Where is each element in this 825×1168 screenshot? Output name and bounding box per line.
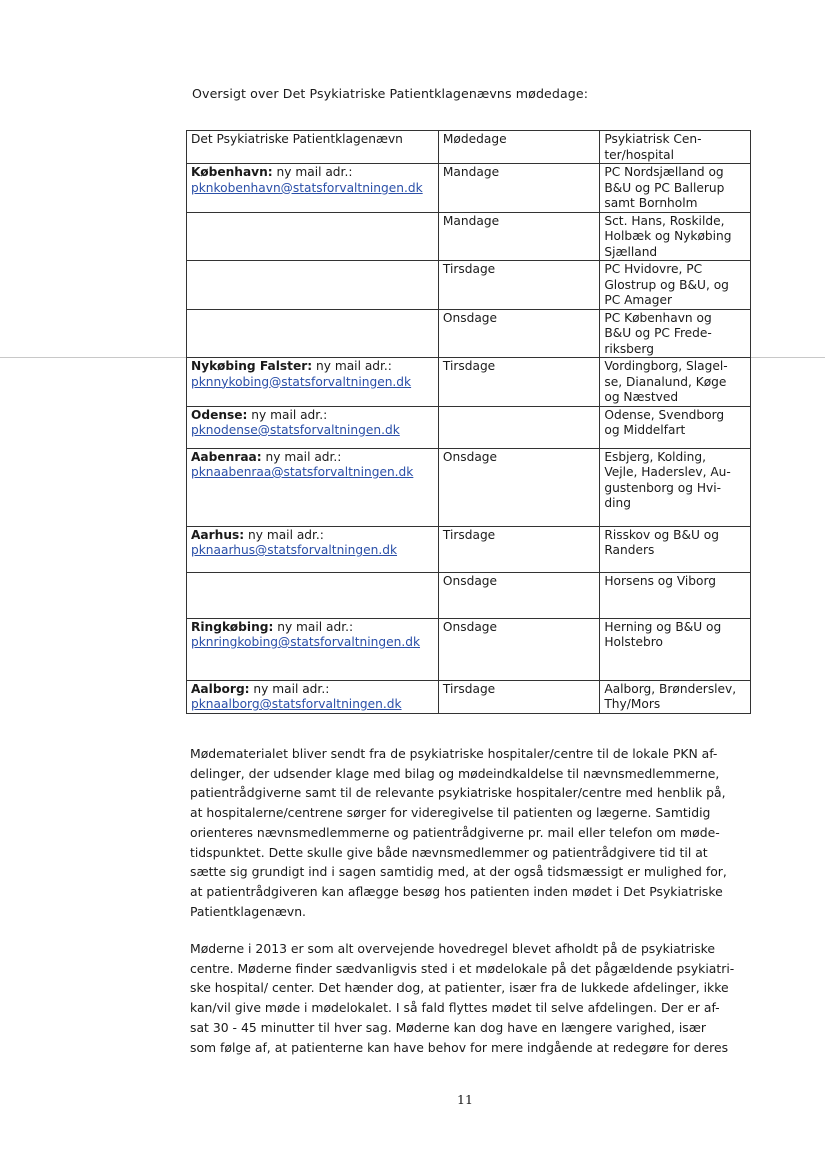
centre-cell: PC Nordsjælland og B&U og PC Ballerup samt Bornholm — [600, 164, 751, 213]
office-email-link[interactable]: pknkobenhavn@statsforvaltningen.dk — [191, 180, 423, 195]
meeting-day-cell: Tirsdage — [438, 526, 599, 572]
centre-cell: Odense, Svendborg og Middelfart — [600, 406, 751, 448]
table-row — [187, 212, 751, 261]
mail-prefix: ny mail adr.: — [273, 619, 354, 634]
centre-cell: Sct. Hans, Roskilde, Holbæk og Nykøbing Sjælland — [600, 212, 751, 261]
table-row — [187, 309, 751, 358]
mail-prefix: ny mail adr.: — [244, 527, 324, 542]
table-row — [187, 618, 751, 680]
paragraph-meeting-location: Møderne i 2013 er som alt overvejende hovedregel blevet afholdt på de psykiatriske centre. Møderne finder sædvanligvis sted i et mødelokale på det pågældende psykiatri- ske hospital/ center. Det hænder dog, at patienter, især fra de lukkede afdelinger, ikke kan/vil give møde i mødelokalet. I så fald flyttes mødet til selve afdelingen. Der er af- sat 30 - 45 minutter til hver sag. Møderne kan dog have en længere varighed, især som følge af, at patienterne kan have behov for mere indgående at redegøre for deres — [190, 941, 735, 1055]
meeting-day-cell: Tirsdage — [438, 358, 599, 407]
mail-prefix: ny mail adr.: — [261, 449, 342, 464]
office-city: København: — [191, 165, 273, 179]
office-cell — [187, 261, 439, 310]
table-row — [187, 164, 751, 213]
mail-prefix: ny mail adr.: — [272, 165, 353, 179]
centre-cell: Herning og B&U og Holstebro — [600, 618, 751, 680]
office-email-link[interactable]: pknnykobing@statsforvaltningen.dk — [191, 374, 412, 389]
meeting-days-table — [186, 130, 751, 714]
table-row — [187, 406, 751, 448]
mail-prefix: ny mail adr.: — [249, 681, 330, 696]
table-row — [187, 261, 751, 310]
office-city: Nykøbing Falster: — [191, 359, 313, 373]
office-email-link[interactable]: pknaalborg@statsforvaltningen.dk — [191, 697, 402, 711]
mail-prefix: ny mail adr.: — [312, 359, 392, 373]
table-row — [187, 526, 751, 572]
meeting-day-cell: Onsdage — [438, 572, 599, 618]
table-body — [187, 131, 751, 714]
meeting-day-cell: Tirsdage — [438, 261, 599, 310]
meeting-day-cell: Onsdage — [438, 448, 599, 526]
meeting-day-cell: Onsdage — [438, 618, 599, 680]
office-cell — [187, 164, 439, 213]
office-email-link[interactable]: pknaarhus@statsforvaltningen.dk — [191, 543, 398, 557]
office-email-link[interactable]: pknodense@statsforvaltningen.dk — [191, 423, 400, 437]
office-cell — [187, 212, 439, 261]
centre-cell: Vordingborg, Slagel- se, Dianalund, Køge og Næstved — [600, 358, 751, 407]
table-row — [187, 448, 751, 526]
table-row — [187, 572, 751, 618]
centre-cell: Aalborg, Brønderslev, Thy/Mors — [600, 680, 751, 713]
centre-cell: Risskov og B&U og Randers — [600, 526, 751, 572]
office-cell — [187, 358, 439, 407]
office-cell — [187, 572, 439, 618]
office-city: Aabenraa: — [191, 449, 262, 464]
office-city: Aarhus: — [191, 527, 245, 542]
intro-heading: Oversigt over Det Psykiatriske Patientklagenævns mødedage: — [192, 86, 589, 101]
table-header-row — [187, 131, 751, 164]
table-header-cell: Mødedage — [438, 131, 599, 164]
office-email-link[interactable]: pknringkobing@statsforvaltningen.dk — [191, 635, 421, 649]
office-email-link[interactable]: pknaabenraa@statsforvaltningen.dk — [191, 465, 414, 479]
table-row — [187, 680, 751, 713]
office-city: Ringkøbing: — [191, 619, 274, 634]
office-city: Aalborg: — [191, 681, 250, 696]
mail-prefix: ny mail adr.: — [247, 407, 328, 422]
meeting-day-cell: Tirsdage — [438, 680, 599, 713]
centre-cell: Horsens og Viborg — [600, 572, 751, 618]
centre-cell: PC Hvidovre, PC Glostrup og B&U, og PC Amager — [600, 261, 751, 310]
meeting-day-cell: Onsdage — [438, 309, 599, 358]
office-cell — [187, 448, 439, 526]
office-cell — [187, 680, 439, 713]
centre-cell: PC København og B&U og PC Frede- riksberg — [600, 309, 751, 358]
paragraph-meeting-material: Mødematerialet bliver sendt fra de psykiatriske hospitaler/centre til de lokale PKN af- delinger, der udsender klage med bilag og mødeindkaldelse til nævnsmedlemmerne, patientrådgiverne samt til de relevante psykiatriske hospitaler/centre med henblik på, at hospitalerne/centrene sørger for videregivelse til patienten og lægerne. Samtidig orienteres nævnsmedlemmerne og patientrådgiverne pr. mail eller telefon om møde- tidspunktet. Dette skulle give både nævnsmedlemmer og patientrådgivere tid til at sætte sig grundigt ind i sagen samtidig med, at der også tidsmæssigt er mulighed for, at patientrådgiveren kan aflægge besøg hos patienten inden mødet i Det Psykiatriske Patientklagenævn. — [190, 746, 727, 919]
meeting-day-cell: Mandage — [438, 164, 599, 213]
office-cell — [187, 309, 439, 358]
page-number: 11 — [457, 1092, 473, 1107]
table-row — [187, 358, 751, 407]
meeting-day-cell — [438, 406, 599, 448]
office-cell — [187, 618, 439, 680]
centre-cell: Esbjerg, Kolding, Vejle, Haderslev, Au- gustenborg og Hvi- ding — [600, 448, 751, 526]
office-cell — [187, 526, 439, 572]
office-city: Odense: — [191, 407, 248, 422]
table-header-cell: Psykiatrisk Cen- ter/hospital — [600, 131, 751, 164]
office-cell — [187, 406, 439, 448]
table-header-cell: Det Psykiatriske Patientklagenævn — [187, 131, 439, 164]
meeting-day-cell: Mandage — [438, 212, 599, 261]
